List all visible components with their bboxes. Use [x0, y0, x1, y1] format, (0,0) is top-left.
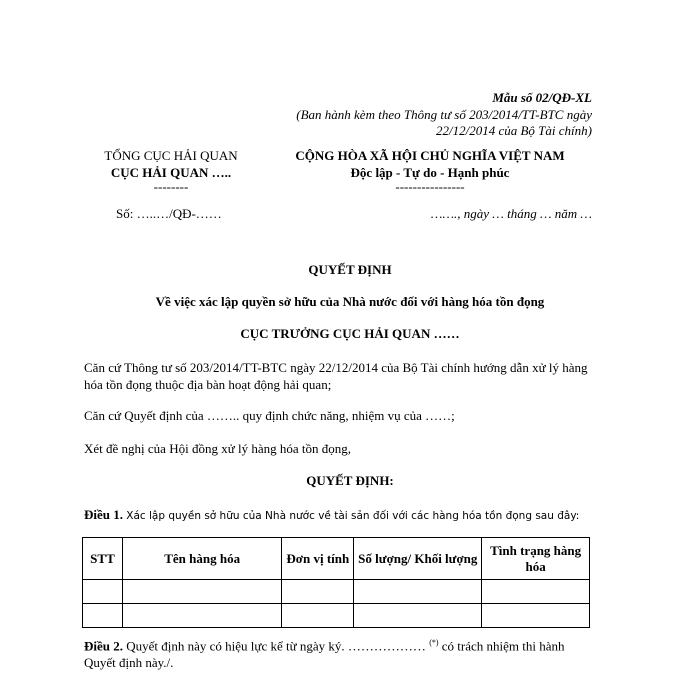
header-stt: STT: [83, 538, 123, 580]
table-cell: [354, 580, 482, 604]
national-motto: Độc lập - Tự do - Hạnh phúc: [350, 165, 510, 180]
table-cell: [354, 604, 482, 628]
form-issued-line1: (Ban hành kèm theo Thông tư số 203/2014/TT-BTC ngày: [296, 107, 592, 122]
article-2-text-a: Quyết định này có hiệu lực kể từ ngày ký. ………………: [126, 638, 426, 654]
article-2-footnote: (*): [429, 638, 439, 647]
table-row: [83, 580, 590, 604]
document-subject: Về việc xác lập quyền sở hữu của Nhà nước đối với hàng hóa tồn đọng: [155, 294, 545, 309]
basis-paragraph-3: Xét đề nghị của Hội đồng xử lý hàng hóa tồn đọng,: [84, 441, 352, 456]
article-2-label: Điều 2.: [84, 638, 123, 654]
article-1-label: Điều 1.: [84, 507, 123, 522]
header-condition: Tình trạng hàng hóa: [482, 538, 590, 580]
table-row: [83, 604, 590, 628]
table-cell: [482, 604, 590, 628]
table-cell: [282, 604, 354, 628]
basis-paragraph-1-line-2: hóa tồn đọng thuộc địa bàn hoạt động hải quan;: [84, 377, 332, 392]
header-unit: Đơn vị tính: [282, 538, 354, 580]
right-divider: ----------------: [395, 179, 465, 194]
form-issued-line2: 22/12/2014 của Bộ Tài chính): [436, 123, 592, 138]
table-header-row: [83, 538, 590, 580]
table-cell: [282, 580, 354, 604]
form-code: Mẫu số 02/QĐ-XL: [492, 90, 592, 105]
header-quantity: Số lượng/ Khối lượng: [354, 538, 482, 580]
table-cell: [122, 604, 281, 628]
document-title: QUYẾT ĐỊNH: [308, 262, 392, 277]
left-divider: --------: [153, 179, 189, 194]
table-cell: [122, 580, 281, 604]
table-cell: [83, 604, 123, 628]
article-2: [84, 638, 565, 654]
basis-paragraph-1-line-1: Căn cứ Thông tư số 203/2014/TT-BTC ngày 22/12/2014 của Bộ Tài chính hướng dẫn xử lý hàng: [84, 360, 588, 375]
article-1: [84, 507, 579, 523]
org-parent: TỔNG CỤC HẢI QUAN: [104, 148, 238, 163]
table-cell: [482, 580, 590, 604]
issuing-authority: CỤC TRƯỞNG CỤC HẢI QUAN ……: [240, 326, 460, 341]
table-cell: [83, 580, 123, 604]
basis-paragraph-2: Căn cứ Quyết định của …….. quy định chức năng, nhiệm vụ của ……;: [84, 408, 455, 423]
article-1-text: Xác lập quyền sở hữu của Nhà nước về tài sản đối với các hàng hóa tồn đọng sau đây:: [126, 510, 580, 522]
org-name: CỤC HẢI QUAN …..: [110, 165, 232, 180]
decision-heading: QUYẾT ĐỊNH:: [306, 473, 394, 488]
document-date: ……., ngày … tháng … năm …: [430, 206, 592, 221]
article-2-line-2: Quyết định này./.: [84, 655, 174, 670]
country-name: CỘNG HÒA XÃ HỘI CHỦ NGHĨA VIỆT NAM: [295, 148, 565, 163]
document-number: Số: …..…/QĐ-……: [116, 206, 222, 221]
goods-table: [82, 537, 590, 628]
article-2-text-b: có trách nhiệm thi hành: [441, 638, 565, 654]
header-goods-name: Tên hàng hóa: [122, 538, 281, 580]
